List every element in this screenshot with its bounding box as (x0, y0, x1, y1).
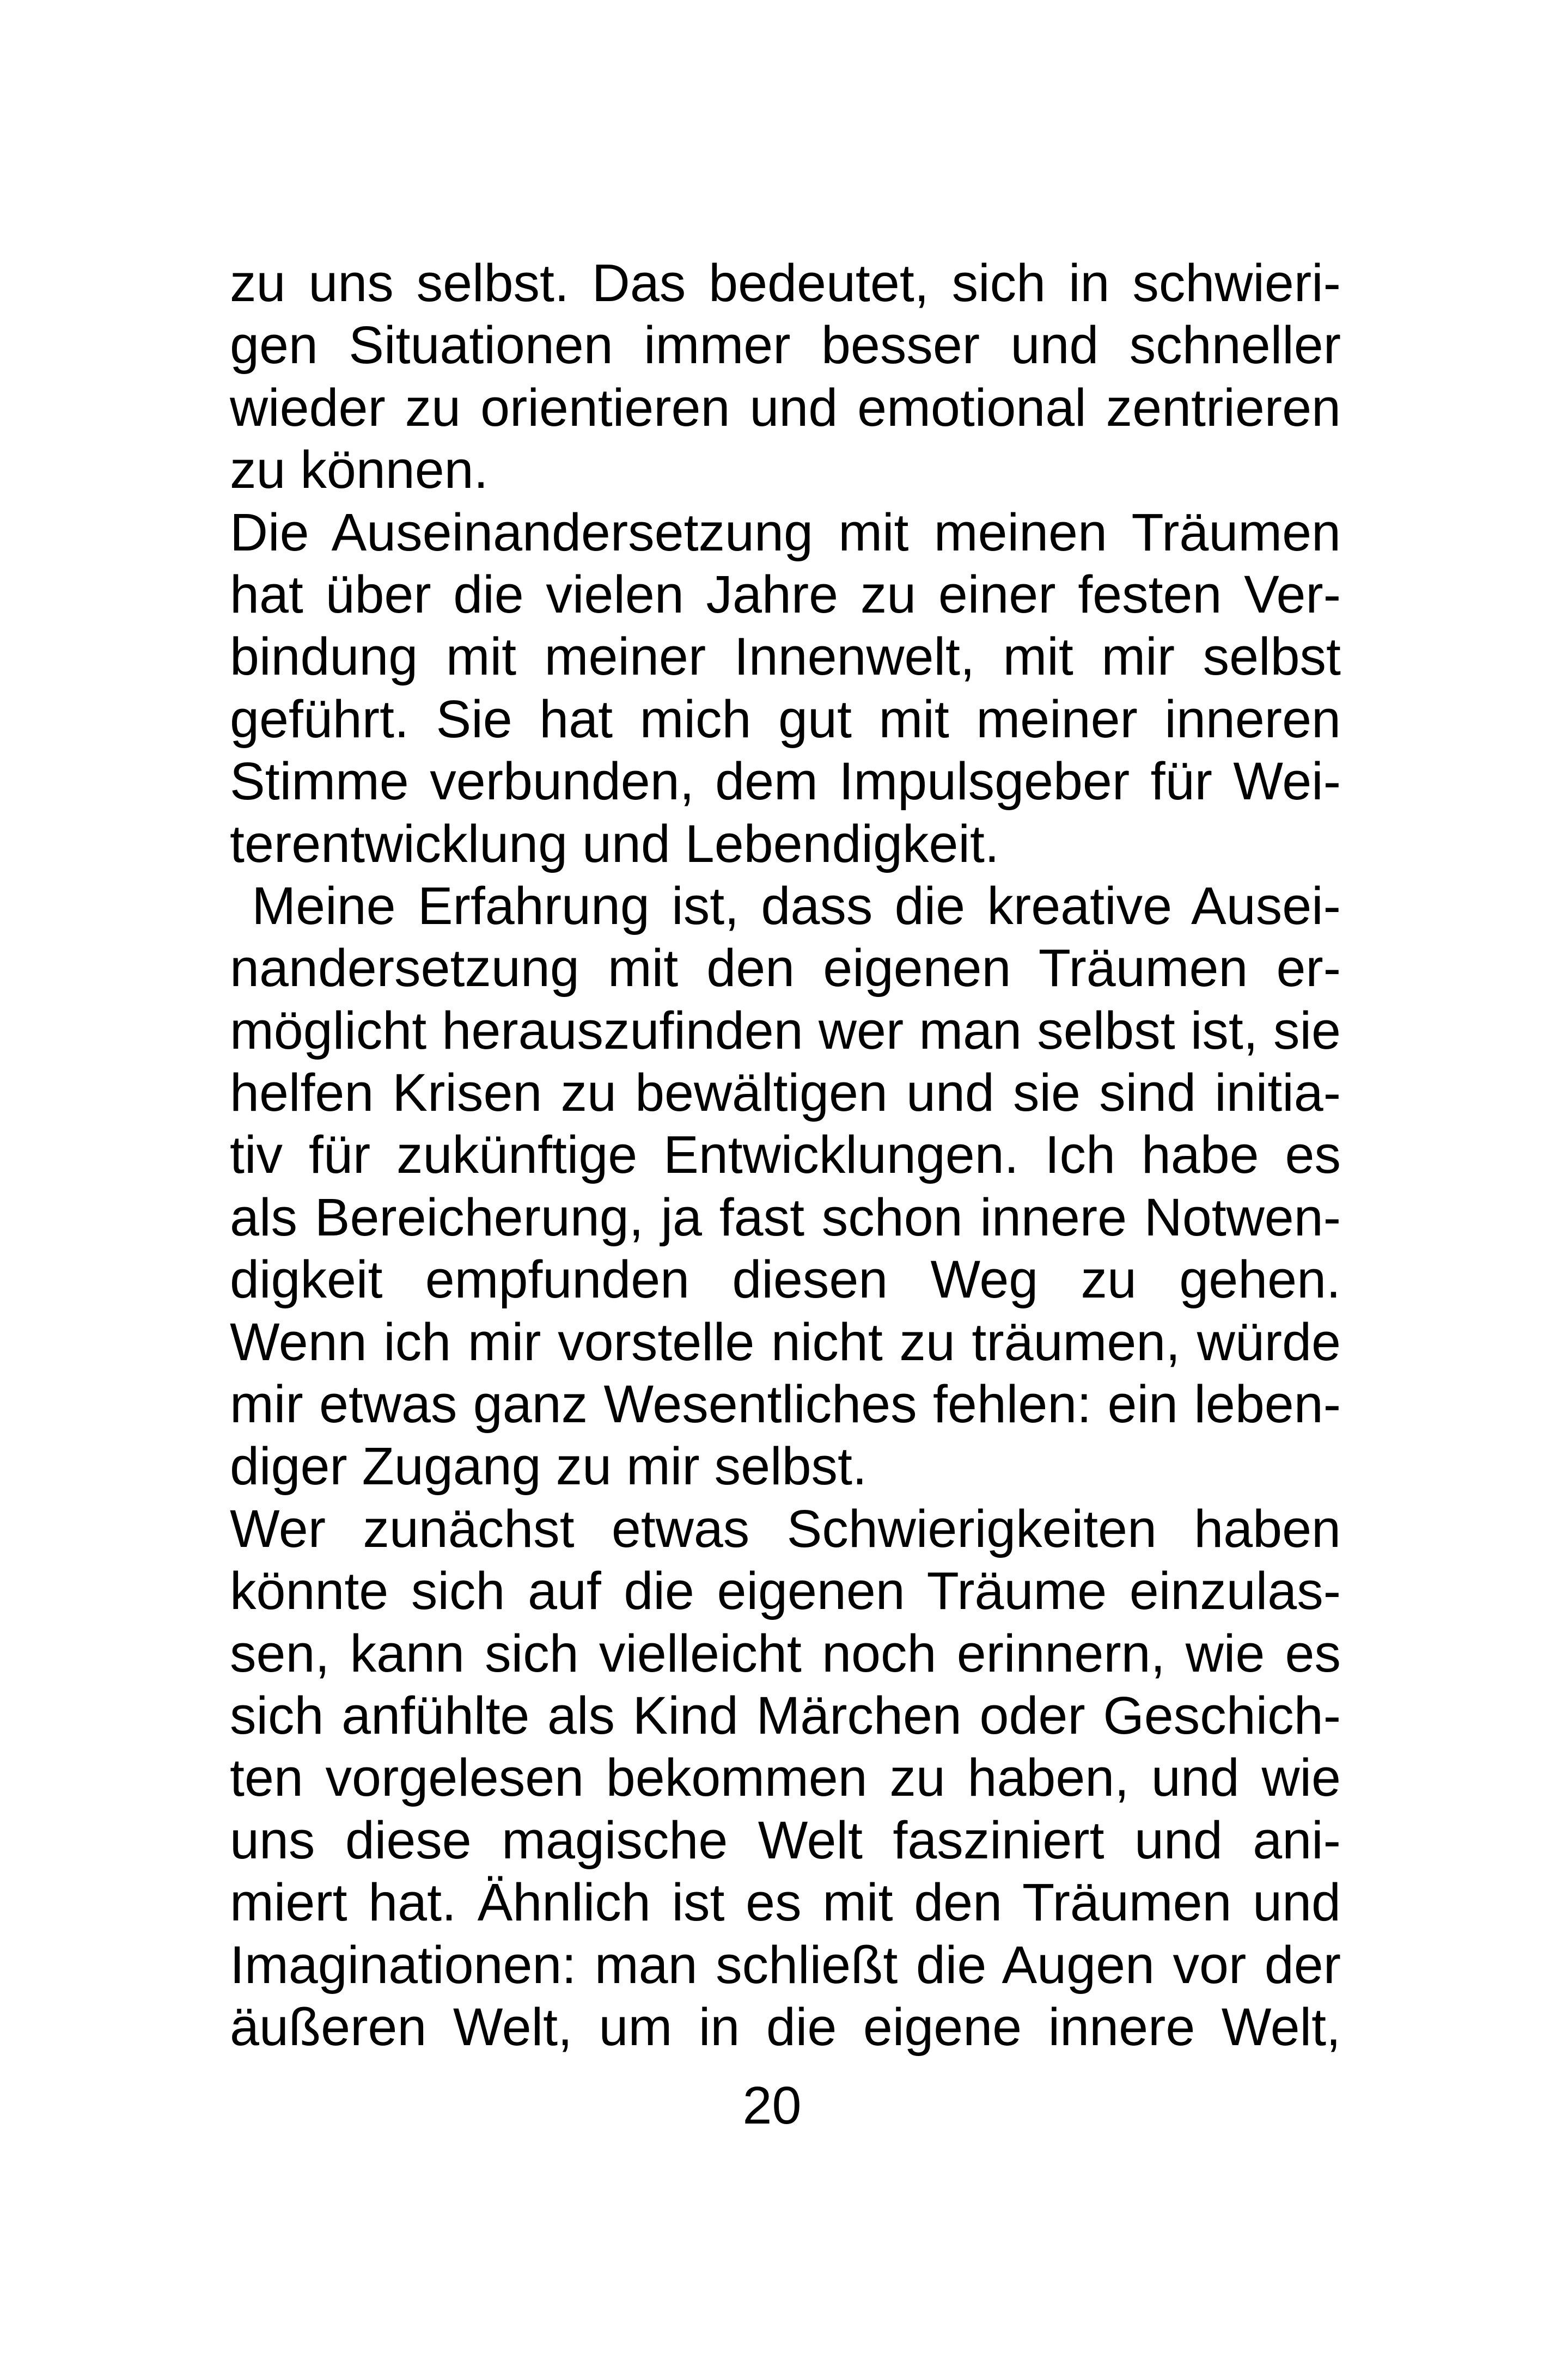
text-line: sen, kann sich vielleicht noch erinnern, wie es (230, 1623, 1341, 1683)
text-line: uns diese magische Welt fasziniert und ani- (230, 1810, 1341, 1870)
text-line: mir etwas ganz Wesentliches fehlen: ein leben- (230, 1374, 1341, 1434)
text-line: äußeren Welt, um in die eigene innere Welt, (230, 1997, 1341, 2057)
text-line: tiv für zukünftige Entwicklungen. Ich habe es (230, 1125, 1341, 1185)
text-line: als Bereicherung, ja fast schon innere Notwen- (230, 1187, 1341, 1247)
text-line: digkeit empfunden diesen Weg zu gehen. (230, 1250, 1341, 1310)
text-line: sich anfühlte als Kind Märchen oder Geschich- (230, 1685, 1341, 1745)
text-line: Die Auseinandersetzung mit meinen Träumen (230, 502, 1341, 562)
page-number: 20 (742, 2076, 802, 2135)
text-line: gen Situationen immer besser und schneller (230, 315, 1341, 375)
text-line: zu uns selbst. Das bedeutet, sich in schwieri- (230, 253, 1341, 313)
text-line: ten vorgelesen bekommen zu haben, und wie (230, 1748, 1341, 1808)
text-line: miert hat. Ähnlich ist es mit den Träumen und (230, 1873, 1341, 1932)
text-line: zu können. (230, 440, 489, 500)
text-line: Meine Erfahrung ist, dass die kreative Ausei- (230, 876, 1341, 935)
text-line: Wenn ich mir vorstelle nicht zu träumen, würde (230, 1312, 1341, 1372)
text-line: diger Zugang zu mir selbst. (230, 1436, 867, 1496)
body-text (230, 252, 1341, 2058)
text-line: hat über die vielen Jahre zu einer festen Ver- (230, 564, 1341, 624)
text-line: könnte sich auf die eigenen Träume einzulas- (230, 1561, 1341, 1621)
text-line: Stimme verbunden, dem Impulsgeber für Wei- (230, 751, 1341, 811)
text-line: möglicht herauszufinden wer man selbst ist, sie (230, 1000, 1341, 1060)
text-line: helfen Krisen zu bewältigen und sie sind initia- (230, 1063, 1341, 1123)
text-line: terentwicklung und Lebendigkeit. (230, 813, 999, 873)
text-line: geführt. Sie hat mich gut mit meiner inneren (230, 689, 1341, 749)
text-line: wieder zu orientieren und emotional zentrieren (230, 377, 1341, 437)
text-line: Imaginationen: man schließt die Augen vor der (230, 1935, 1341, 1994)
text-line: nandersetzung mit den eigenen Träumen er- (230, 938, 1341, 998)
text-line: bindung mit meiner Innenwelt, mit mir selbst (230, 627, 1341, 687)
text-line: Wer zunächst etwas Schwierigkeiten haben (230, 1498, 1341, 1558)
